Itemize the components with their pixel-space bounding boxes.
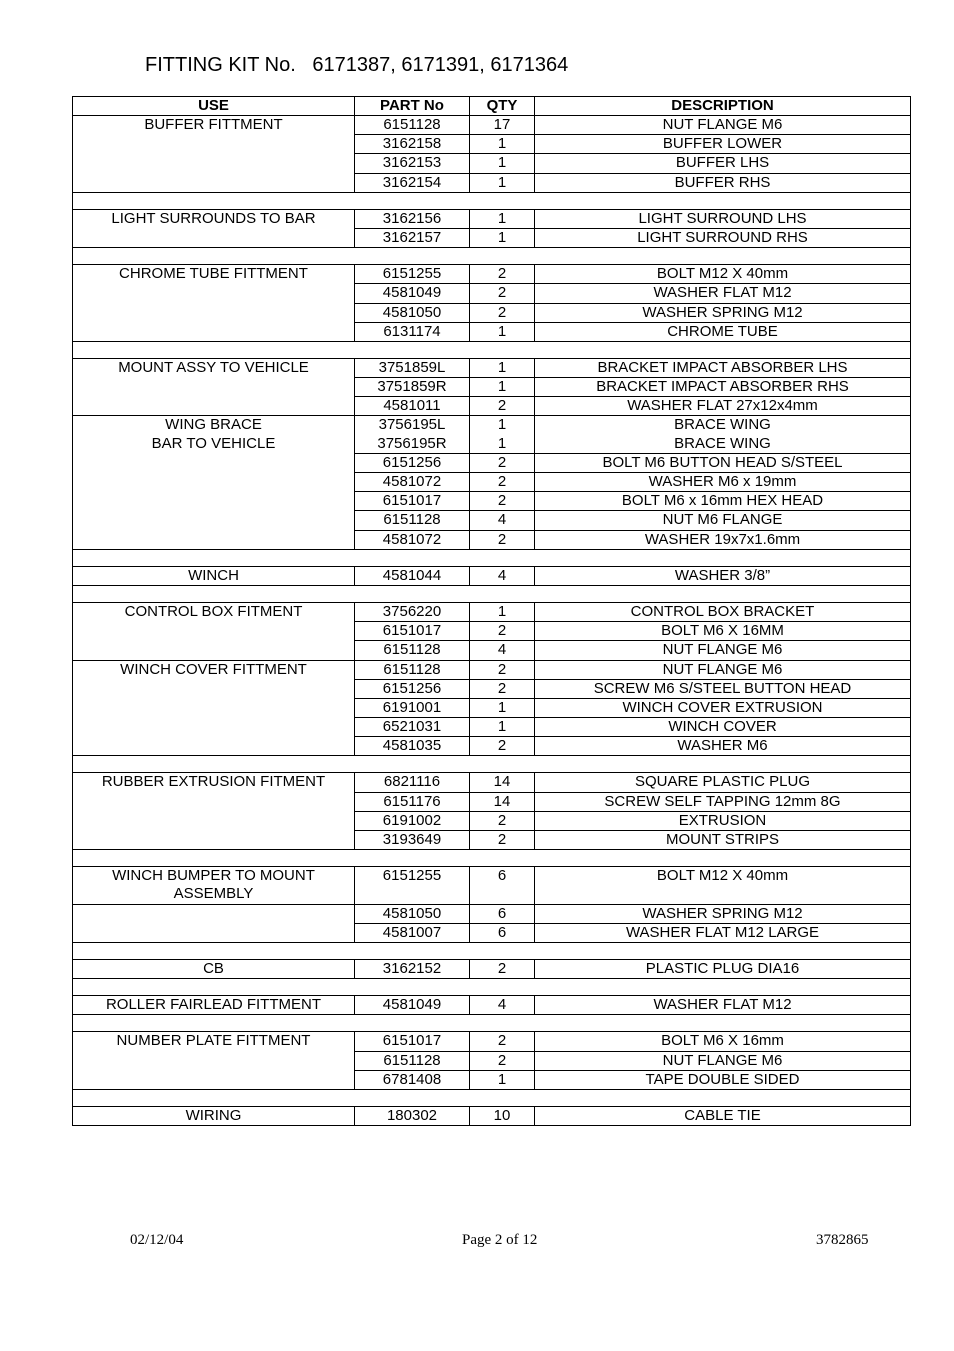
table-row [73,154,911,173]
cell-use [73,718,355,737]
cell-qty: 2 [470,303,535,322]
cell-description: EXTRUSION [535,811,911,830]
cell-part-no: 6151128 [355,1051,470,1070]
cell-use [73,622,355,641]
cell-use [73,831,355,850]
cell-part-no: 6151017 [355,1032,470,1051]
cell-qty: 1 [470,358,535,377]
cell-description: CABLE TIE [535,1106,911,1125]
header-part-no: PART No [355,97,470,116]
cell-qty: 1 [470,135,535,154]
cell-description: NUT FLANGE M6 [535,641,911,660]
table-row [73,1106,911,1125]
cell-qty: 2 [470,959,535,978]
cell-description: CONTROL BOX BRACKET [535,602,911,621]
cell-description: BRACKET IMPACT ABSORBER LHS [535,358,911,377]
cell-use [73,698,355,717]
cell-part-no: 6131174 [355,322,470,341]
cell-qty: 1 [470,698,535,717]
spacer-cell [73,942,911,959]
cell-description: BRACE WING [535,416,911,435]
cell-description: SCREW SELF TAPPING 12mm 8G [535,792,911,811]
cell-qty: 1 [470,209,535,228]
cell-use: CB [73,959,355,978]
cell-qty: 2 [470,679,535,698]
cell-description: NUT FLANGE M6 [535,116,911,135]
parts-table [72,96,911,1126]
cell-use: WINCH COVER FITTMENT [73,660,355,679]
table-row [73,378,911,397]
spacer-cell [73,756,911,773]
cell-description: BOLT M12 X 40mm [535,867,911,886]
table-row [73,173,911,192]
cell-qty: 1 [470,154,535,173]
cell-part-no: 6821116 [355,773,470,792]
cell-description: WASHER FLAT 27x12x4mm [535,397,911,416]
table-body [73,116,911,1126]
cell-part-no [355,885,470,904]
cell-part-no: 6151256 [355,679,470,698]
table-row [73,492,911,511]
cell-use [73,453,355,472]
table-row [73,530,911,549]
cell-part-no: 6521031 [355,718,470,737]
cell-use: ROLLER FAIRLEAD FITTMENT [73,996,355,1015]
cell-qty: 4 [470,996,535,1015]
table-row [73,698,911,717]
cell-part-no: 6151128 [355,660,470,679]
table-row [73,265,911,284]
cell-description: LIGHT SURROUND RHS [535,228,911,247]
header-use: USE [73,97,355,116]
cell-qty: 2 [470,453,535,472]
table-row [73,773,911,792]
table-row [73,1051,911,1070]
cell-description: WASHER FLAT M12 [535,996,911,1015]
cell-use [73,679,355,698]
table-row [73,453,911,472]
table-row [73,416,911,435]
cell-use [73,322,355,341]
cell-description: NUT FLANGE M6 [535,660,911,679]
group-spacer-row [73,549,911,566]
cell-qty: 14 [470,792,535,811]
cell-part-no: 6151256 [355,453,470,472]
cell-part-no: 6151128 [355,641,470,660]
table-row [73,867,911,886]
group-spacer-row [73,850,911,867]
cell-qty: 2 [470,811,535,830]
cell-use [73,1070,355,1089]
cell-part-no: 4581007 [355,923,470,942]
table-row [73,904,911,923]
cell-use [73,811,355,830]
group-spacer-row [73,942,911,959]
cell-description: BOLT M12 X 40mm [535,265,911,284]
cell-part-no: 3193649 [355,831,470,850]
cell-description: WASHER SPRING M12 [535,904,911,923]
cell-qty: 1 [470,228,535,247]
cell-description: BUFFER LOWER [535,135,911,154]
table-row [73,284,911,303]
spacer-cell [73,248,911,265]
cell-use [73,228,355,247]
cell-qty: 2 [470,492,535,511]
cell-part-no: 3162158 [355,135,470,154]
cell-use: ASSEMBLY [73,885,355,904]
cell-use: WING BRACE [73,416,355,435]
cell-qty: 2 [470,1051,535,1070]
cell-part-no: 6151176 [355,792,470,811]
cell-use [73,1051,355,1070]
cell-description: BRACE WING [535,435,911,454]
table-row [73,397,911,416]
cell-use: MOUNT ASSY TO VEHICLE [73,358,355,377]
cell-qty: 2 [470,660,535,679]
cell-use [73,284,355,303]
cell-part-no: 6191002 [355,811,470,830]
table-row [73,660,911,679]
cell-part-no: 4581050 [355,904,470,923]
cell-description: BOLT M6 X 16MM [535,622,911,641]
footer-doc-number: 3782865 [816,1232,869,1248]
cell-description: BRACKET IMPACT ABSORBER RHS [535,378,911,397]
cell-use: BAR TO VEHICLE [73,435,355,454]
cell-part-no: 4581072 [355,530,470,549]
table-row [73,1070,911,1089]
cell-qty: 1 [470,378,535,397]
cell-use [73,511,355,530]
cell-qty: 2 [470,530,535,549]
spacer-cell [73,1089,911,1106]
cell-use [73,473,355,492]
cell-description: SQUARE PLASTIC PLUG [535,773,911,792]
cell-use [73,904,355,923]
cell-use [73,792,355,811]
table-row [73,811,911,830]
cell-part-no: 3162156 [355,209,470,228]
table-row [73,1032,911,1051]
cell-description: LIGHT SURROUND LHS [535,209,911,228]
table-row [73,135,911,154]
cell-qty: 14 [470,773,535,792]
cell-qty: 17 [470,116,535,135]
cell-use [73,492,355,511]
footer-page-number: Page 2 of 12 [462,1232,538,1248]
cell-use [73,135,355,154]
cell-use: CHROME TUBE FITTMENT [73,265,355,284]
cell-use [73,397,355,416]
group-spacer-row [73,248,911,265]
cell-use [73,173,355,192]
group-spacer-row [73,1089,911,1106]
cell-part-no: 4581072 [355,473,470,492]
cell-part-no: 6151255 [355,867,470,886]
cell-part-no: 4581049 [355,284,470,303]
header-qty: QTY [470,97,535,116]
cell-qty: 2 [470,284,535,303]
cell-part-no: 6191001 [355,698,470,717]
cell-description: WASHER 3/8” [535,566,911,585]
spacer-cell [73,341,911,358]
table-row [73,679,911,698]
table-row [73,641,911,660]
group-spacer-row [73,979,911,996]
cell-description: PLASTIC PLUG DIA16 [535,959,911,978]
cell-use [73,737,355,756]
cell-part-no: 6151017 [355,492,470,511]
header-description: DESCRIPTION [535,97,911,116]
cell-description: MOUNT STRIPS [535,831,911,850]
cell-qty: 2 [470,1032,535,1051]
cell-qty: 2 [470,737,535,756]
cell-use: CONTROL BOX FITMENT [73,602,355,621]
cell-description: BUFFER RHS [535,173,911,192]
table-row [73,737,911,756]
table-row [73,792,911,811]
cell-description: CHROME TUBE [535,322,911,341]
cell-part-no: 3751859L [355,358,470,377]
cell-description: WASHER SPRING M12 [535,303,911,322]
cell-description: BOLT M6 x 16mm HEX HEAD [535,492,911,511]
cell-description: WASHER FLAT M12 [535,284,911,303]
table-row [73,566,911,585]
cell-use: NUMBER PLATE FITTMENT [73,1032,355,1051]
cell-qty: 1 [470,718,535,737]
cell-part-no: 3162154 [355,173,470,192]
table-row [73,435,911,454]
cell-part-no: 3162153 [355,154,470,173]
cell-description: WASHER 19x7x1.6mm [535,530,911,549]
cell-part-no: 3751859R [355,378,470,397]
cell-use: LIGHT SURROUNDS TO BAR [73,209,355,228]
cell-part-no: 3162157 [355,228,470,247]
cell-qty: 6 [470,923,535,942]
cell-use [73,378,355,397]
table-row [73,622,911,641]
cell-part-no: 6151128 [355,116,470,135]
cell-part-no: 4581011 [355,397,470,416]
cell-qty: 1 [470,1070,535,1089]
table-row [73,303,911,322]
cell-description: WINCH COVER [535,718,911,737]
cell-use [73,641,355,660]
group-spacer-row [73,192,911,209]
table-row [73,209,911,228]
cell-description: NUT FLANGE M6 [535,1051,911,1070]
cell-qty: 6 [470,904,535,923]
spacer-cell [73,192,911,209]
cell-qty: 1 [470,435,535,454]
cell-description: BUFFER LHS [535,154,911,173]
cell-use: WIRING [73,1106,355,1125]
cell-qty: 4 [470,641,535,660]
cell-description: WASHER FLAT M12 LARGE [535,923,911,942]
cell-part-no: 180302 [355,1106,470,1125]
spacer-cell [73,850,911,867]
cell-use [73,154,355,173]
spacer-cell [73,585,911,602]
table-row [73,602,911,621]
cell-use [73,923,355,942]
cell-qty: 2 [470,473,535,492]
cell-qty: 1 [470,416,535,435]
cell-description: BOLT M6 BUTTON HEAD S/STEEL [535,453,911,472]
table-row [73,358,911,377]
cell-description: WASHER M6 x 19mm [535,473,911,492]
cell-qty: 10 [470,1106,535,1125]
group-spacer-row [73,585,911,602]
table-row [73,228,911,247]
cell-qty: 4 [470,566,535,585]
cell-part-no: 6151128 [355,511,470,530]
group-spacer-row [73,756,911,773]
cell-qty: 1 [470,322,535,341]
cell-qty: 2 [470,622,535,641]
cell-description: NUT M6 FLANGE [535,511,911,530]
table-row [73,831,911,850]
cell-part-no: 6781408 [355,1070,470,1089]
cell-description: TAPE DOUBLE SIDED [535,1070,911,1089]
cell-use: RUBBER EXTRUSION FITMENT [73,773,355,792]
cell-description: WASHER M6 [535,737,911,756]
group-spacer-row [73,1015,911,1032]
table-row [73,322,911,341]
table-row [73,959,911,978]
table-row [73,923,911,942]
table-row [73,473,911,492]
cell-part-no: 4581044 [355,566,470,585]
cell-description: BOLT M6 X 16mm [535,1032,911,1051]
table-row [73,116,911,135]
cell-qty: 2 [470,397,535,416]
cell-use: WINCH BUMPER TO MOUNT [73,867,355,886]
cell-qty: 2 [470,831,535,850]
table-header-row [73,97,911,116]
table-row [73,996,911,1015]
cell-part-no: 4581049 [355,996,470,1015]
footer-date: 02/12/04 [130,1232,184,1248]
cell-part-no: 3756195R [355,435,470,454]
cell-description: WINCH COVER EXTRUSION [535,698,911,717]
table-row [73,885,911,904]
cell-use: BUFFER FITTMENT [73,116,355,135]
cell-description [535,885,911,904]
table-row [73,718,911,737]
cell-qty [470,885,535,904]
cell-part-no: 6151017 [355,622,470,641]
cell-part-no: 3162152 [355,959,470,978]
cell-part-no: 6151255 [355,265,470,284]
cell-part-no: 4581050 [355,303,470,322]
group-spacer-row [73,341,911,358]
cell-use [73,530,355,549]
cell-qty: 1 [470,602,535,621]
cell-qty: 2 [470,265,535,284]
cell-description: SCREW M6 S/STEEL BUTTON HEAD [535,679,911,698]
cell-qty: 4 [470,511,535,530]
cell-part-no: 4581035 [355,737,470,756]
table-row [73,511,911,530]
cell-qty: 6 [470,867,535,886]
spacer-cell [73,979,911,996]
cell-use: WINCH [73,566,355,585]
cell-qty: 1 [470,173,535,192]
cell-part-no: 3756220 [355,602,470,621]
cell-use [73,303,355,322]
spacer-cell [73,1015,911,1032]
page-title: FITTING KIT No. 6171387, 6171391, 6171364 [145,54,569,76]
spacer-cell [73,549,911,566]
cell-part-no: 3756195L [355,416,470,435]
